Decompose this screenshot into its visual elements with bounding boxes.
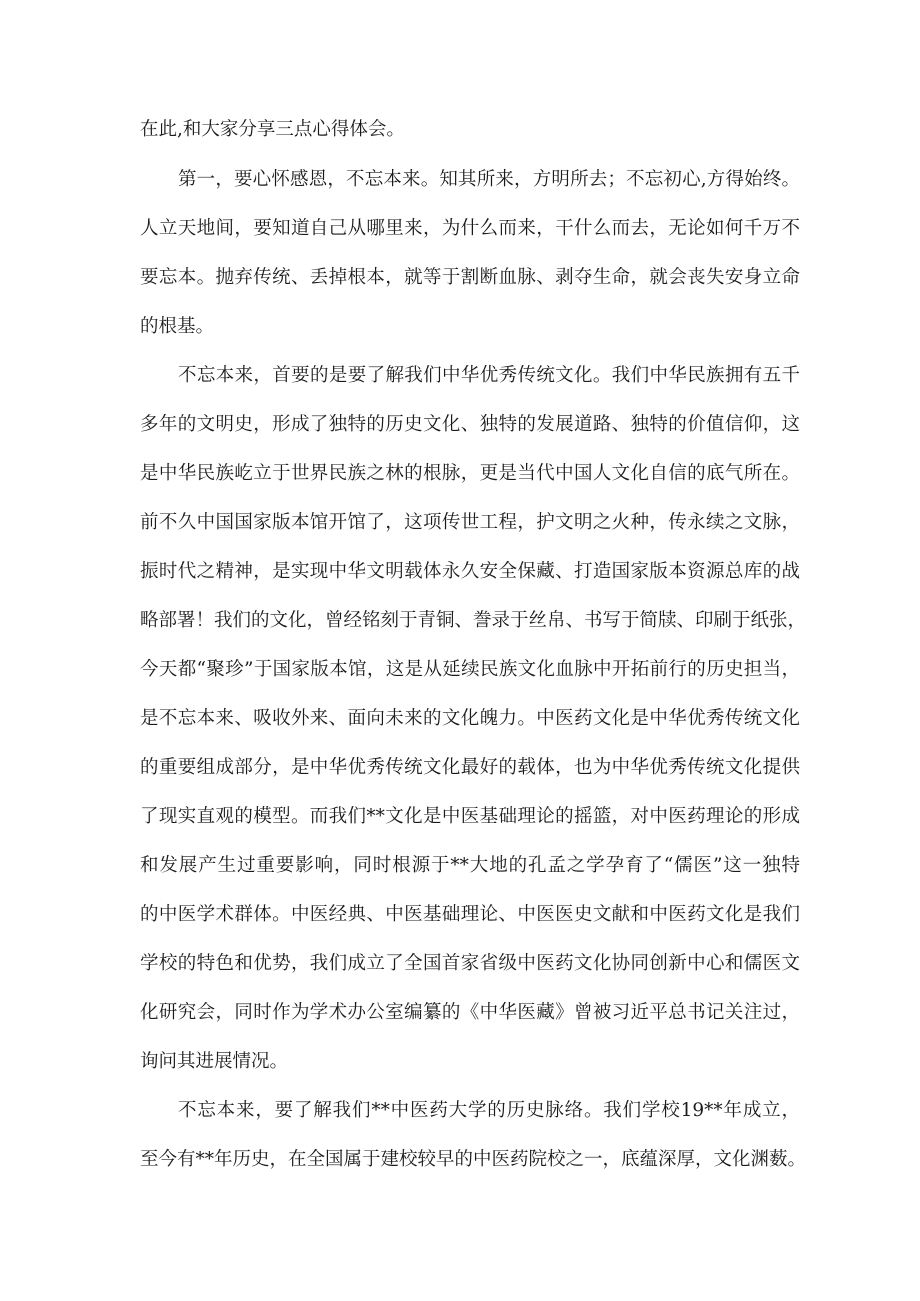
text-line: 在此,和大家分享三点心得体会。 — [140, 119, 405, 140]
text-line: 的重要组成部分，是中华优秀传统文化最好的载体，也为中华优秀传统文化提供 — [140, 757, 800, 778]
text-line: 和发展产生过重要影响，同时根源于**大地的孔孟之学孕育了“儒医”这一独特 — [140, 855, 800, 876]
paragraph-first-line: 第一，要心怀感恩，不忘本来。知其所来，方明所去；不忘初心,方得始终。 — [178, 169, 800, 190]
text-line: 略部署！我们的文化，曾经铭刻于青铜、誊录于丝帛、书写于简牍、印刷于纸张， — [140, 610, 807, 631]
text-line: 要忘本。抛弃传统、丢掉根本，就等于割断血脉、剥夺生命，就会丧失安身立命 — [140, 267, 800, 288]
text-line: 多年的文明史，形成了独特的历史文化、独特的发展道路、独特的价值信仰，这 — [140, 414, 800, 435]
text-line: 询问其进展情况。 — [140, 1051, 289, 1072]
paragraph-first-line: 不忘本来，要了解我们**中医药大学的历史脉络。我们学校19**年成立， — [178, 1100, 800, 1121]
text-line: 人立天地间，要知道自己从哪里来，为什么而来，干什么而去，无论如何千万不 — [140, 218, 800, 239]
text-line: 至今有**年历史，在全国属于建校较早的中医药院校之一，底蕴深厚，文化渊薮。 — [140, 1149, 807, 1170]
text-line: 是中华民族屹立于世界民族之林的根脉，更是当代中国人文化自信的底气所在。 — [140, 463, 800, 484]
paragraph-first-line: 不忘本来，首要的是要了解我们中华优秀传统文化。我们中华民族拥有五千 — [178, 365, 800, 386]
text-line: 前不久中国国家版本馆开馆了，这项传世工程，护文明之火种，传永续之文脉， — [140, 512, 800, 533]
text-line: 的根基。 — [140, 316, 215, 337]
text-line: 振时代之精神，是实现中华文明载体永久安全保藏、打造国家版本资源总库的战 — [140, 561, 800, 582]
text-line: 今天都“聚珍”于国家版本馆，这是从延续民族文化血脉中开拓前行的历史担当， — [140, 659, 800, 680]
text-line: 化研究会，同时作为学术办公室编纂的《中华医藏》曾被习近平总书记关注过， — [140, 1002, 800, 1023]
text-line: 了现实直观的模型。而我们**文化是中医基础理论的摇篮，对中医药理论的形成 — [140, 806, 800, 827]
text-line: 是不忘本来、吸收外来、面向未来的文化魄力。中医药文化是中华优秀传统文化 — [140, 708, 800, 729]
text-line: 学校的特色和优势，我们成立了全国首家省级中医药文化协同创新中心和儒医文 — [140, 953, 800, 974]
text-line: 的中医学术群体。中医经典、中医基础理论、中医医史文献和中医药文化是我们 — [140, 904, 800, 925]
